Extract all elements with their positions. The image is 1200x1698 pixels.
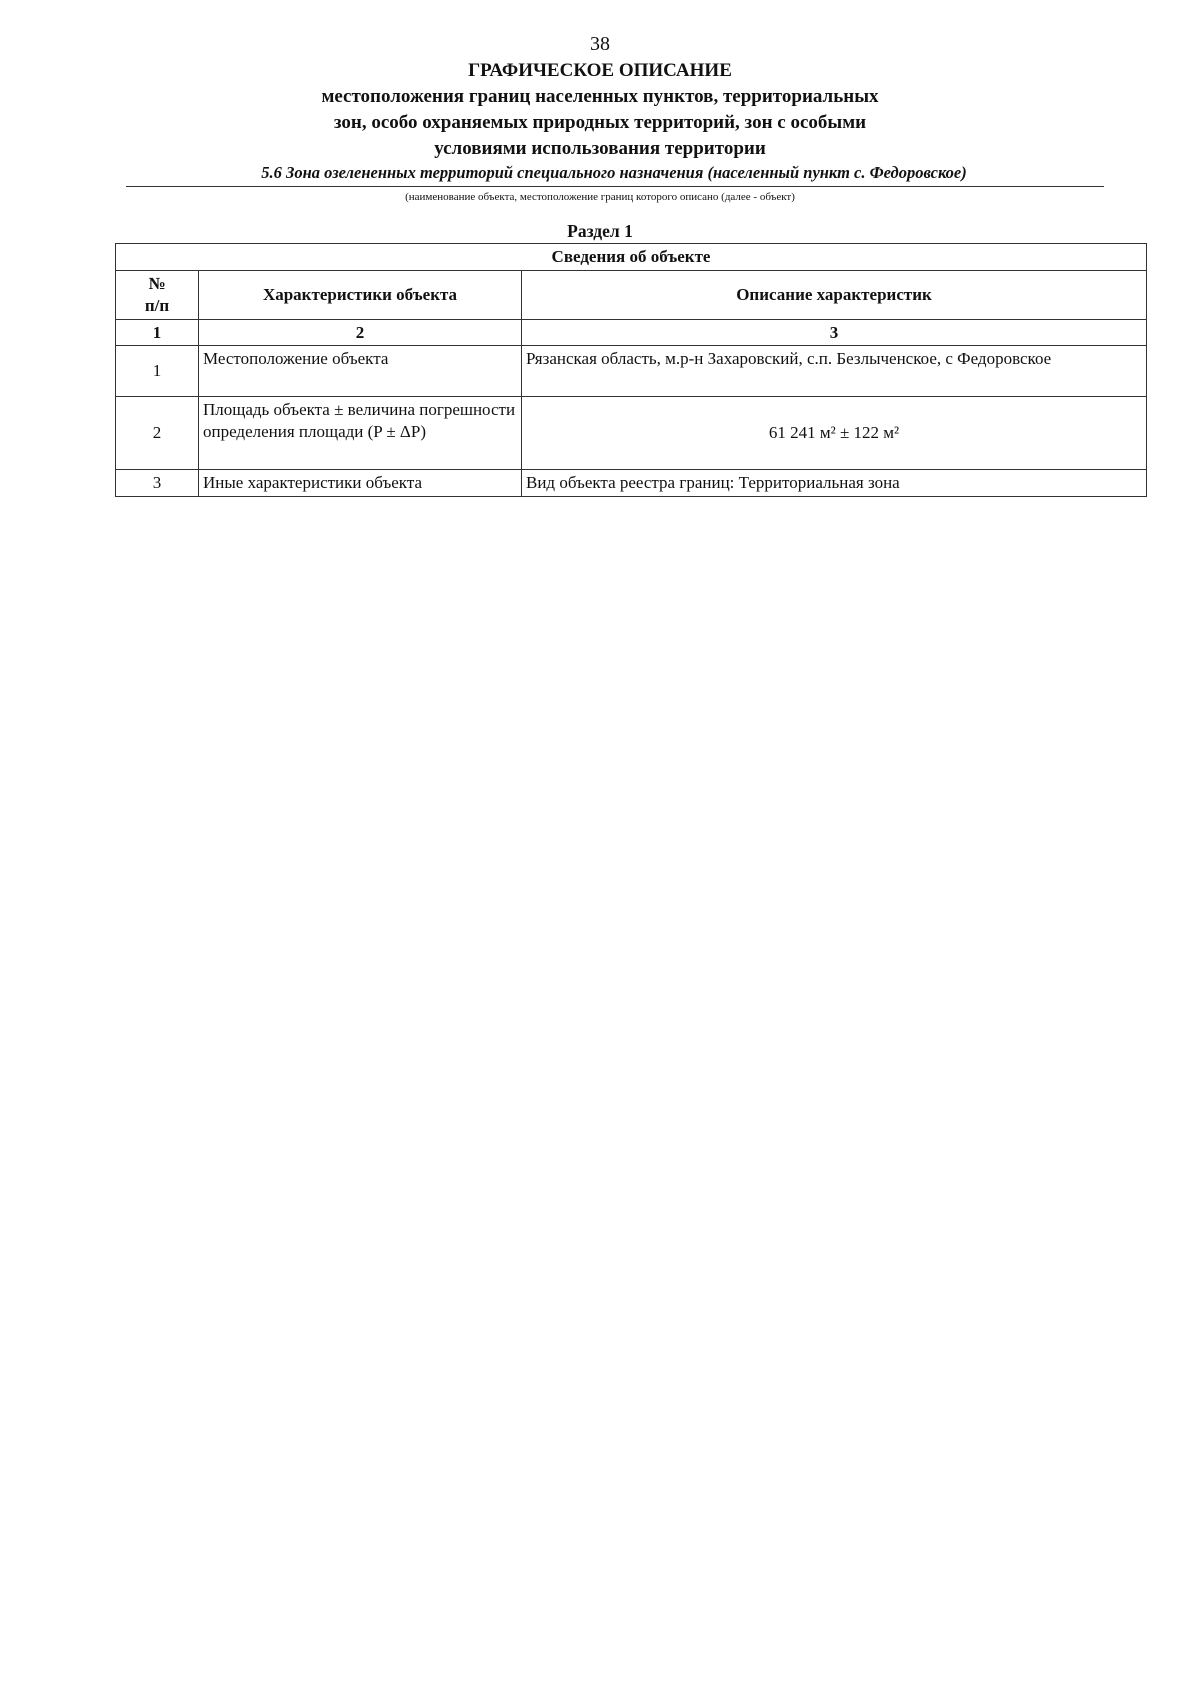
object-info-table: [115, 243, 1147, 497]
row-characteristic: Местоположение объекта: [199, 346, 522, 397]
table-caption-row: [116, 244, 1147, 271]
row-description: Вид объекта реестра границ: Территориальная зона: [522, 470, 1147, 497]
header-characteristics: Характеристики объекта: [199, 271, 522, 320]
table-caption: Сведения об объекте: [116, 244, 1147, 271]
table-row: [116, 397, 1147, 470]
row-characteristic: Иные характеристики объекта: [199, 470, 522, 497]
row-num: 3: [116, 470, 199, 497]
column-index-2: 2: [199, 320, 522, 346]
table-row: [116, 346, 1147, 397]
header-num: [116, 271, 199, 320]
column-index-3: 3: [522, 320, 1147, 346]
header-num-line-1: №: [148, 274, 166, 293]
document-title: [0, 58, 1200, 162]
title-line-3: условиями использования территории: [434, 138, 766, 159]
header-description: Описание характеристик: [522, 271, 1147, 320]
row-description: 61 241 м² ± 122 м²: [522, 397, 1147, 470]
page-number: 38: [590, 33, 610, 55]
row-characteristic: Площадь объекта ± величина погрешности определения площади (P ± ΔP): [199, 397, 522, 470]
title-line-2: зон, особо охраняемых природных территорий, зон с особыми: [333, 112, 867, 133]
object-name: 5.6 Зона озелененных территорий специального назначения (населенный пункт с. Федоровское): [261, 163, 967, 182]
row-num: 1: [116, 346, 199, 397]
row-description: Рязанская область, м.р-н Захаровский, с.п. Безлыченское, с Федоровское: [522, 346, 1147, 397]
header-num-line-2: п/п: [144, 296, 170, 315]
title-heading: ГРАФИЧЕСКОЕ ОПИСАНИЕ: [468, 60, 732, 81]
table-index-row: [116, 320, 1147, 346]
row-num: 2: [116, 397, 199, 470]
object-name-underline: [126, 186, 1104, 187]
table-row: [116, 470, 1147, 497]
title-line-1: местоположения границ населенных пунктов, территориальных: [321, 86, 879, 107]
column-index-1: 1: [116, 320, 199, 346]
section-title: Раздел 1: [567, 221, 633, 241]
table-header-row: [116, 271, 1147, 320]
object-caption: (наименование объекта, местоположение границ которого описано (далее - объект): [405, 191, 795, 203]
